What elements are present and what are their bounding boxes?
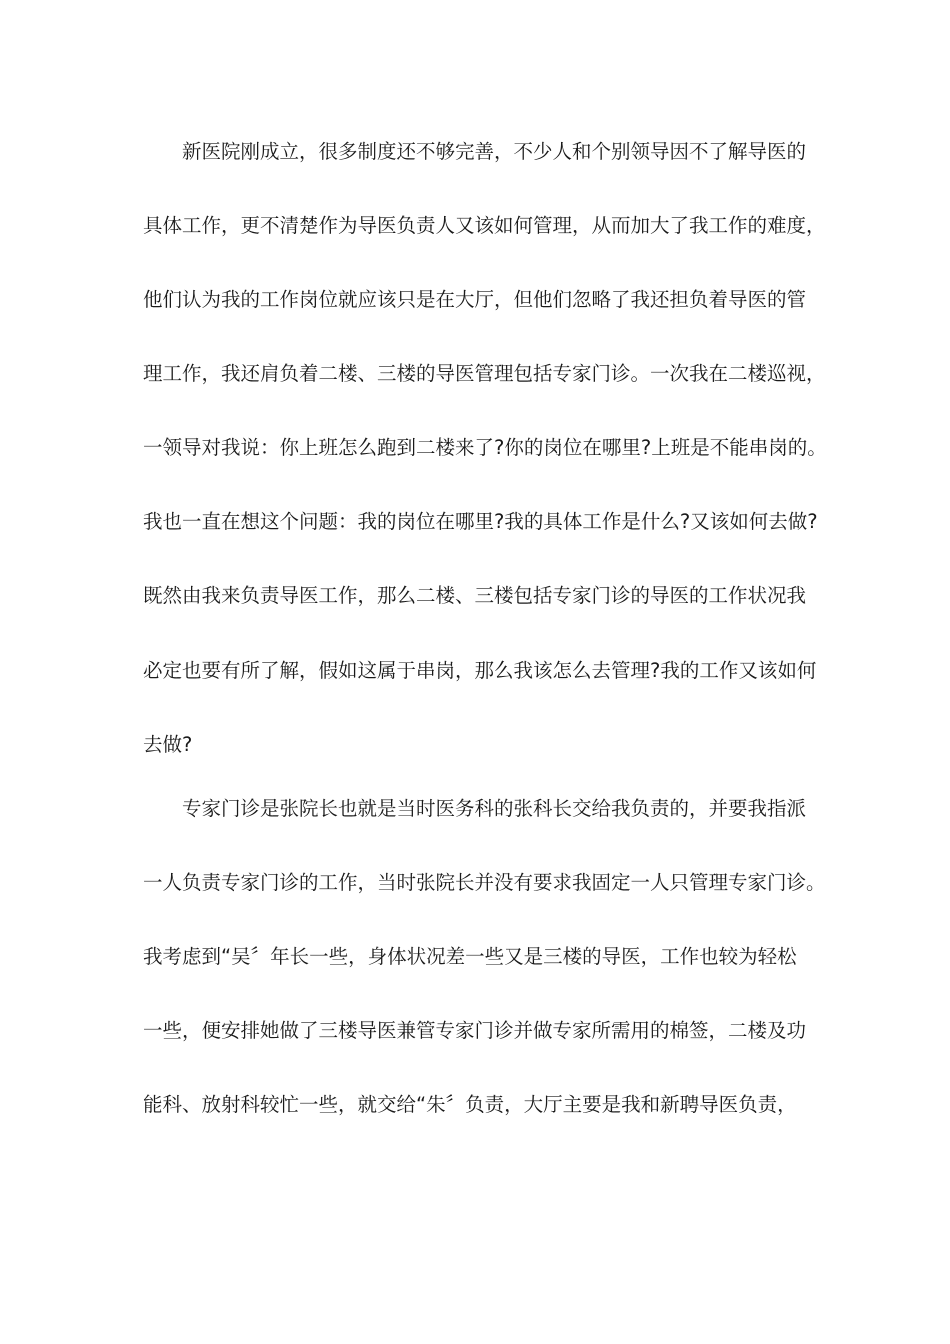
paragraph-1-line-1 (0, 134, 950, 170)
text-line: 我考虑到“吴〞年长一些，身体状况差一些又是三楼的导医，工作也较为轻松 (143, 945, 797, 968)
text-line: 我也一直在想这个问题：我的岗位在哪里?我的具体工作是什么?又该如何去做? (143, 510, 818, 533)
paragraph-2-line-5 (0, 1087, 950, 1123)
paragraph-2-line-1 (0, 791, 950, 827)
text-line: 理工作，我还肩负着二楼、三楼的导医管理包括专家门诊。一次我在二楼巡视， (143, 362, 826, 385)
paragraph-2-line-3 (0, 939, 950, 975)
text-line: 专家门诊是张院长也就是当时医务科的张科长交给我负责的，并要我指派 (182, 797, 807, 820)
text-line: 去做? (143, 733, 193, 756)
paragraph-2-line-4 (0, 1013, 950, 1049)
paragraph-1-line-6 (0, 504, 950, 540)
text-line: 既然由我来负责导医工作，那么二楼、三楼包括专家门诊的导医的工作状况我 (143, 584, 807, 607)
text-line: 一人负责专家门诊的工作，当时张院长并没有要求我固定一人只管理专家门诊。 (143, 871, 826, 894)
paragraph-1-line-5 (0, 430, 950, 466)
paragraph-2-line-2 (0, 865, 950, 901)
text-line: 具体工作，更不清楚作为导医负责人又该如何管理，从而加大了我工作的难度， (143, 214, 826, 237)
paragraph-1-line-3 (0, 282, 950, 318)
paragraph-1-line-4 (0, 356, 950, 392)
paragraph-1-line-9 (0, 727, 950, 763)
text-line: 他们认为我的工作岗位就应该只是在大厅，但他们忽略了我还担负着导医的管 (143, 288, 807, 311)
paragraph-1-line-2 (0, 208, 950, 244)
text-line: 新医院刚成立，很多制度还不够完善，不少人和个别领导因不了解导医的 (182, 140, 807, 163)
paragraph-1-line-8 (0, 653, 950, 689)
paragraph-1-line-7 (0, 578, 950, 614)
text-line: 能科、放射科较忙一些，就交给“朱〞负责，大厅主要是我和新聘导医负责， (143, 1093, 797, 1116)
text-line: 必定也要有所了解，假如这属于串岗，那么我该怎么去管理?我的工作又该如何 (143, 659, 817, 682)
text-line: 一领导对我说：你上班怎么跑到二楼来了?你的岗位在哪里?上班是不能串岗的。 (143, 436, 827, 459)
text-line: 一些，便安排她做了三楼导医兼管专家门诊并做专家所需用的棉签，二楼及功 (143, 1019, 807, 1042)
